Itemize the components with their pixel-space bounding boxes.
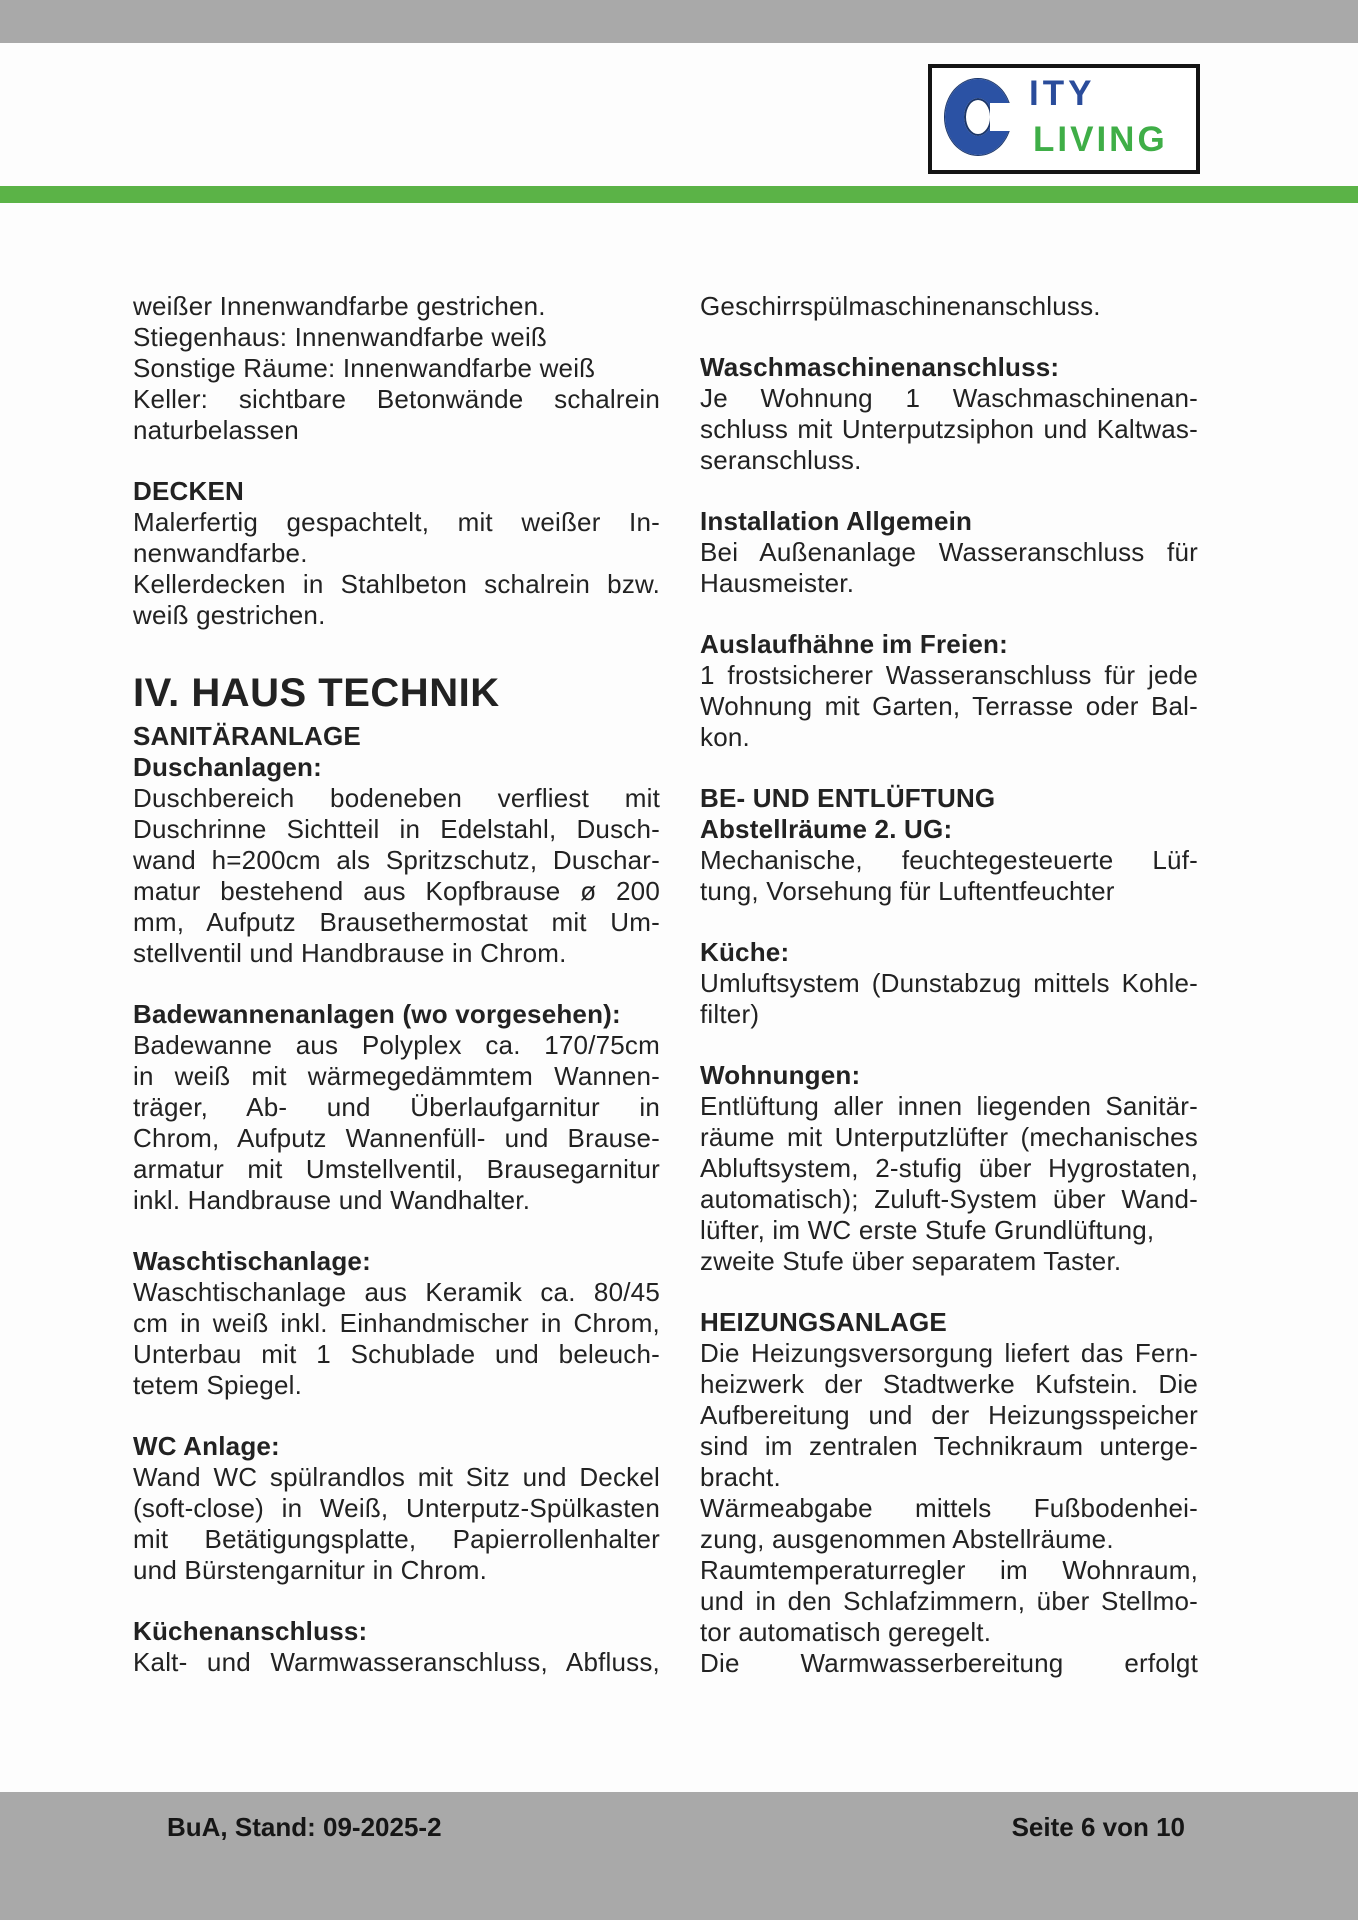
- text-line: in weiß mit wärmegedämmtem Wannen-: [133, 1061, 660, 1091]
- footer-page-number: Seite 6 von 10: [1011, 1812, 1185, 1842]
- paragraph-gap: [700, 753, 1198, 783]
- text-line: Wohnung mit Garten, Terrasse oder Bal-: [700, 691, 1198, 721]
- heading-line: Badewannenanlagen (wo vorgesehen):: [133, 999, 621, 1029]
- heading-line: BE- UND ENTLÜFTUNG: [700, 783, 996, 813]
- left-column: [133, 291, 660, 1678]
- text-line: Duschbereich bodeneben verfliest mit: [133, 783, 660, 813]
- text-line: bracht.: [700, 1462, 781, 1492]
- heading-line: HEIZUNGSANLAGE: [700, 1307, 947, 1337]
- text-line: Je Wohnung 1 Waschmaschinenan-: [700, 383, 1198, 413]
- text-line: Bei Außenanlage Wasseranschluss für: [700, 537, 1198, 567]
- heading-line: Waschtischanlage:: [133, 1246, 371, 1276]
- text-line: tetem Spiegel.: [133, 1370, 303, 1400]
- text-line: mit Betätigungsplatte, Papierrollenhalter: [133, 1524, 660, 1554]
- paragraph-gap: [133, 631, 660, 661]
- heading-line: Auslaufhähne im Freien:: [700, 629, 1008, 659]
- paragraph-gap: [700, 1277, 1198, 1307]
- text-line: Hausmeister.: [700, 568, 855, 598]
- text-line: Entlüftung aller innen liegenden Sanitär-: [700, 1091, 1198, 1121]
- logo-word-living: LIVING: [1033, 120, 1168, 159]
- text-line: matur bestehend aus Kopfbrause ø 200: [133, 876, 660, 906]
- text-line: Die Heizungsversorgung liefert das Fern-: [700, 1338, 1198, 1368]
- paragraph-gap: [700, 907, 1198, 937]
- text-line: schluss mit Unterputzsiphon und Kaltwas-: [700, 414, 1198, 444]
- heading-line: Waschmaschinenanschluss:: [700, 352, 1060, 382]
- paragraph-gap: [700, 476, 1198, 506]
- text-line: kon.: [700, 722, 750, 752]
- text-line: 1 frostsicherer Wasseranschluss für jede: [700, 660, 1198, 690]
- text-line: Kellerdecken in Stahlbeton schalrein bzw.: [133, 569, 660, 599]
- text-line: Chrom, Aufputz Wannenfüll- und Brause-: [133, 1123, 660, 1153]
- text-line: und in den Schlafzimmern, über Stellmo-: [700, 1586, 1198, 1616]
- paragraph-gap: [133, 1586, 660, 1616]
- paragraph-gap: [700, 1030, 1198, 1060]
- text-line: stellventil und Handbrause in Chrom.: [133, 938, 567, 968]
- text-line: cm in weiß inkl. Einhandmischer in Chrom,: [133, 1308, 660, 1338]
- paragraph-gap: [133, 446, 660, 476]
- text-line: träger, Ab- und Überlaufgarnitur in: [133, 1092, 660, 1122]
- paragraph-gap: [700, 599, 1198, 629]
- heading-line: Küche:: [700, 937, 790, 967]
- text-line: tor automatisch geregelt.: [700, 1617, 992, 1647]
- text-line: und Bürstengarnitur in Chrom.: [133, 1555, 488, 1585]
- text-line: weißer Innenwandfarbe gestrichen.: [133, 291, 546, 321]
- text-line: tung, Vorsehung für Luftentfeuchter: [700, 876, 1115, 906]
- text-line: Raumtemperaturregler im Wohnraum,: [700, 1555, 1198, 1585]
- text-line: (soft-close) in Weiß, Unterputz-Spülkasten: [133, 1493, 660, 1523]
- text-line: wand h=200cm als Spritzschutz, Duschar-: [133, 845, 660, 875]
- heading-line: Abstellräume 2. UG:: [700, 814, 953, 844]
- brand-logo: [928, 64, 1200, 174]
- text-line: Die Warmwasserbereitung erfolgt: [700, 1648, 1198, 1678]
- heading-line: Küchenanschluss:: [133, 1616, 368, 1646]
- top-chrome-bar: [0, 0, 1358, 43]
- text-line: Malerfertig gespachtelt, mit weißer In-: [133, 507, 660, 537]
- text-line: Kalt- und Warmwasseranschluss, Abfluss,: [133, 1647, 660, 1677]
- paragraph-gap: [700, 322, 1198, 352]
- text-line: inkl. Handbrause und Wandhalter.: [133, 1185, 531, 1215]
- logo-word-ity: ITY: [1029, 74, 1096, 113]
- text-line: filter): [700, 999, 760, 1029]
- heading-line: Duschanlagen:: [133, 752, 322, 782]
- text-line: seranschluss.: [700, 445, 862, 475]
- footer-document-version: BuA, Stand: 09-2025-2: [167, 1812, 442, 1842]
- text-line: automatisch); Zuluft-System über Wand-: [700, 1184, 1198, 1214]
- paragraph-gap: [133, 969, 660, 999]
- text-line: Abluftsystem, 2-stufig über Hygrostaten,: [700, 1153, 1198, 1183]
- text-line: mm, Aufputz Brausethermostat mit Um-: [133, 907, 660, 937]
- paragraph-gap: [133, 1401, 660, 1431]
- text-line: räume mit Unterputzlüfter (mechanisches: [700, 1122, 1198, 1152]
- heading-line: DECKEN: [133, 476, 244, 506]
- text-line: Wand WC spülrandlos mit Sitz und Deckel: [133, 1462, 660, 1492]
- section-title: IV. HAUS TECHNIK: [133, 671, 500, 715]
- text-line: naturbelassen: [133, 415, 299, 445]
- heading-line: Wohnungen:: [700, 1060, 861, 1090]
- text-line: Geschirrspülmaschinenanschluss.: [700, 291, 1101, 321]
- text-line: lüfter, im WC erste Stufe Grundlüftung,: [700, 1215, 1155, 1245]
- text-line: Keller: sichtbare Betonwände schalrein: [133, 384, 660, 414]
- text-line: zung, ausgenommen Abstellräume.: [700, 1524, 1114, 1554]
- paragraph-gap: [133, 1216, 660, 1246]
- heading-line: SANITÄRANLAGE: [133, 721, 361, 751]
- right-column: [700, 291, 1198, 1679]
- text-line: Wärmeabgabe mittels Fußbodenhei-: [700, 1493, 1198, 1523]
- text-line: Umluftsystem (Dunstabzug mittels Kohle-: [700, 968, 1198, 998]
- text-line: weiß gestrichen.: [133, 600, 326, 630]
- green-divider-rule: [0, 186, 1358, 203]
- text-line: Aufbereitung und der Heizungsspeicher: [700, 1400, 1198, 1430]
- text-line: nenwandfarbe.: [133, 538, 308, 568]
- text-line: Sonstige Räume: Innenwandfarbe weiß: [133, 353, 596, 383]
- logo-letter-c-opening: [990, 103, 1018, 131]
- text-line: Duschrinne Sichtteil in Edelstahl, Dusch-: [133, 814, 660, 844]
- text-line: zweite Stufe über separatem Taster.: [700, 1246, 1122, 1276]
- text-line: Mechanische, feuchtegesteuerte Lüf-: [700, 845, 1198, 875]
- text-line: Waschtischanlage aus Keramik ca. 80/45: [133, 1277, 660, 1307]
- text-line: armatur mit Umstellventil, Brausegarnitur: [133, 1154, 660, 1184]
- heading-line: Installation Allgemein: [700, 506, 973, 536]
- heading-line: WC Anlage:: [133, 1431, 280, 1461]
- text-line: sind im zentralen Technikraum unterge-: [700, 1431, 1198, 1461]
- text-line: heizwerk der Stadtwerke Kufstein. Die: [700, 1369, 1198, 1399]
- text-line: Badewanne aus Polyplex ca. 170/75cm: [133, 1030, 660, 1060]
- text-line: Unterbau mit 1 Schublade und beleuch-: [133, 1339, 660, 1369]
- text-line: Stiegenhaus: Innenwandfarbe weiß: [133, 322, 548, 352]
